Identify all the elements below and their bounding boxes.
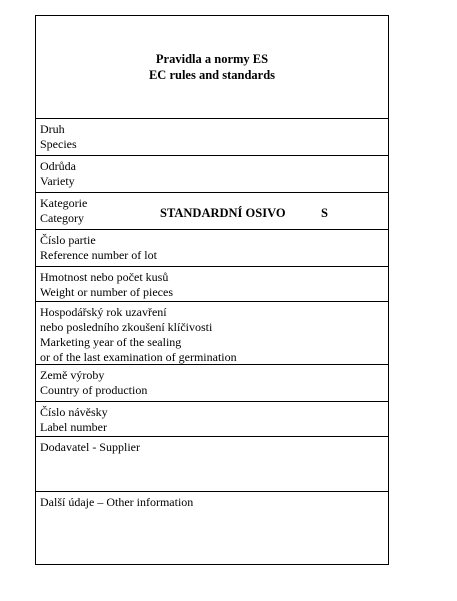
row-marketing-year [36, 302, 388, 365]
lot-label-en: Reference number of lot [40, 248, 157, 262]
header-title-en: EC rules and standards [148, 68, 276, 82]
category-label-cz: Kategorie [40, 196, 88, 210]
row-label-number [36, 402, 388, 437]
lot-label-cz: Číslo partie [40, 233, 96, 247]
row-category [36, 193, 388, 230]
form-header [36, 16, 388, 119]
category-value: STANDARDNÍ OSIVO [160, 206, 286, 220]
label-number-cz: Číslo návěsky [40, 405, 108, 419]
supplier-label: Dodavatel - Supplier [40, 440, 140, 454]
species-label-en: Species [40, 137, 77, 151]
row-weight [36, 267, 388, 302]
year-label-line2: nebo posledního zkoušení klíčivosti [40, 320, 213, 334]
variety-label-cz: Odrůda [40, 159, 76, 173]
weight-label-cz: Hmotnost nebo počet kusů [40, 270, 169, 284]
header-title-cz: Pravidla a normy ES [155, 52, 269, 66]
species-label-cz: Druh [40, 122, 65, 136]
row-variety [36, 156, 388, 193]
category-label-en: Category [40, 211, 84, 225]
category-code: S [321, 206, 328, 220]
year-label-line4: or of the last examination of germination [40, 350, 237, 364]
row-lot [36, 230, 388, 267]
row-supplier [36, 437, 388, 492]
year-label-line3: Marketing year of the sealing [40, 335, 182, 349]
row-country [36, 365, 388, 402]
seed-label-form [35, 15, 389, 565]
country-label-cz: Země výroby [40, 368, 105, 382]
year-label-line1: Hospodářský rok uzavření [40, 305, 167, 319]
label-number-en: Label number [40, 420, 107, 434]
row-species [36, 119, 388, 156]
weight-label-en: Weight or number of pieces [40, 285, 173, 299]
variety-label-en: Variety [40, 174, 75, 188]
row-other-information [36, 492, 388, 566]
other-information-label: Další údaje – Other information [40, 495, 194, 509]
country-label-en: Country of production [40, 383, 148, 397]
